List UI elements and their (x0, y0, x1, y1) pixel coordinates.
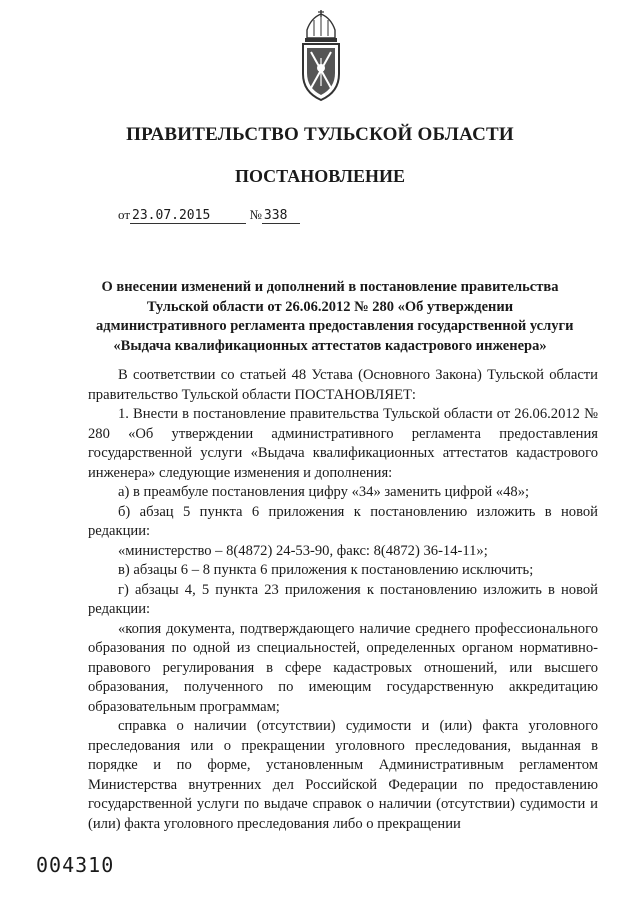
tula-coat-of-arms-icon (297, 8, 345, 102)
document-subject (96, 278, 574, 356)
document-body (88, 366, 598, 834)
document-type-title: ПОСТАНОВЛЕНИЕ (234, 166, 406, 186)
body-paragraph: «копия документа, подтверждающего наличие среднего профессионального образования по одной из специальностей, определенных органом нормативно-правового регулирования в сфере кадастровых отношений, или высшего образования, полученного по имеющим государственную аккредитацию образовательным программам; (88, 620, 598, 715)
subject-line: О внесении изменений и дополнений в постановление правительства (101, 279, 559, 295)
date-number-line (118, 207, 300, 224)
body-paragraph: 1. Внести в постановление правительства Тульской области от 26.06.2012 № 280 «Об утверждении административного регламента предоставления государственной услуги «Выдача квалификационных аттестатов кадастрового инженера» следующие изменения и дополнения: (88, 406, 598, 481)
body-paragraph: а) в преамбуле постановления цифру «34» заменить цифрой «48»; (118, 484, 530, 500)
body-paragraph: г) абзацы 4, 5 пункта 23 приложения к постановлению изложить в новой редакции: (88, 581, 598, 617)
subject-line: административного регламента предоставления государственной услуги (96, 318, 574, 334)
number-prefix: № (249, 207, 262, 222)
document-date: 23.07.2015 (130, 208, 246, 224)
body-paragraph: В соответствии со статьей 48 Устава (Основного Закона) Тульской области правительство Тульской области ПОСТАНОВЛЯЕТ: (88, 367, 598, 403)
body-paragraph: «министерство – 8(4872) 24-53-90, факс: 8(4872) 36-14-11»; (118, 542, 488, 559)
organization-title: ПРАВИТЕЛЬСТВО ТУЛЬСКОЙ ОБЛАСТИ (126, 124, 514, 145)
document-number: 338 (262, 208, 300, 224)
subject-line: «Выдача квалификационных аттестатов кадастрового инженера» (113, 337, 547, 354)
body-paragraph: б) абзац 5 пункта 6 приложения к постановлению изложить в новой редакции: (88, 503, 598, 539)
registration-number: 004310 (36, 853, 115, 877)
subject-line: Тульской области от 26.06.2012 № 280 «Об утверждении (146, 298, 514, 315)
date-prefix: от (118, 207, 131, 222)
body-paragraph: в) абзацы 6 – 8 пункта 6 приложения к постановлению исключить; (118, 562, 534, 578)
body-paragraph: справка о наличии (отсутствии) судимости и (или) факта уголовного преследования или о прекращении уголовного преследования, выданная в порядке и по форме, установленным Административным регламентом Министерства внутренних дел Российской Федерации по предоставлению государственной услуги по выдаче справок о наличии (отсутствии) судимости и (или) факта уголовного преследования либо о прекращении (88, 718, 598, 832)
